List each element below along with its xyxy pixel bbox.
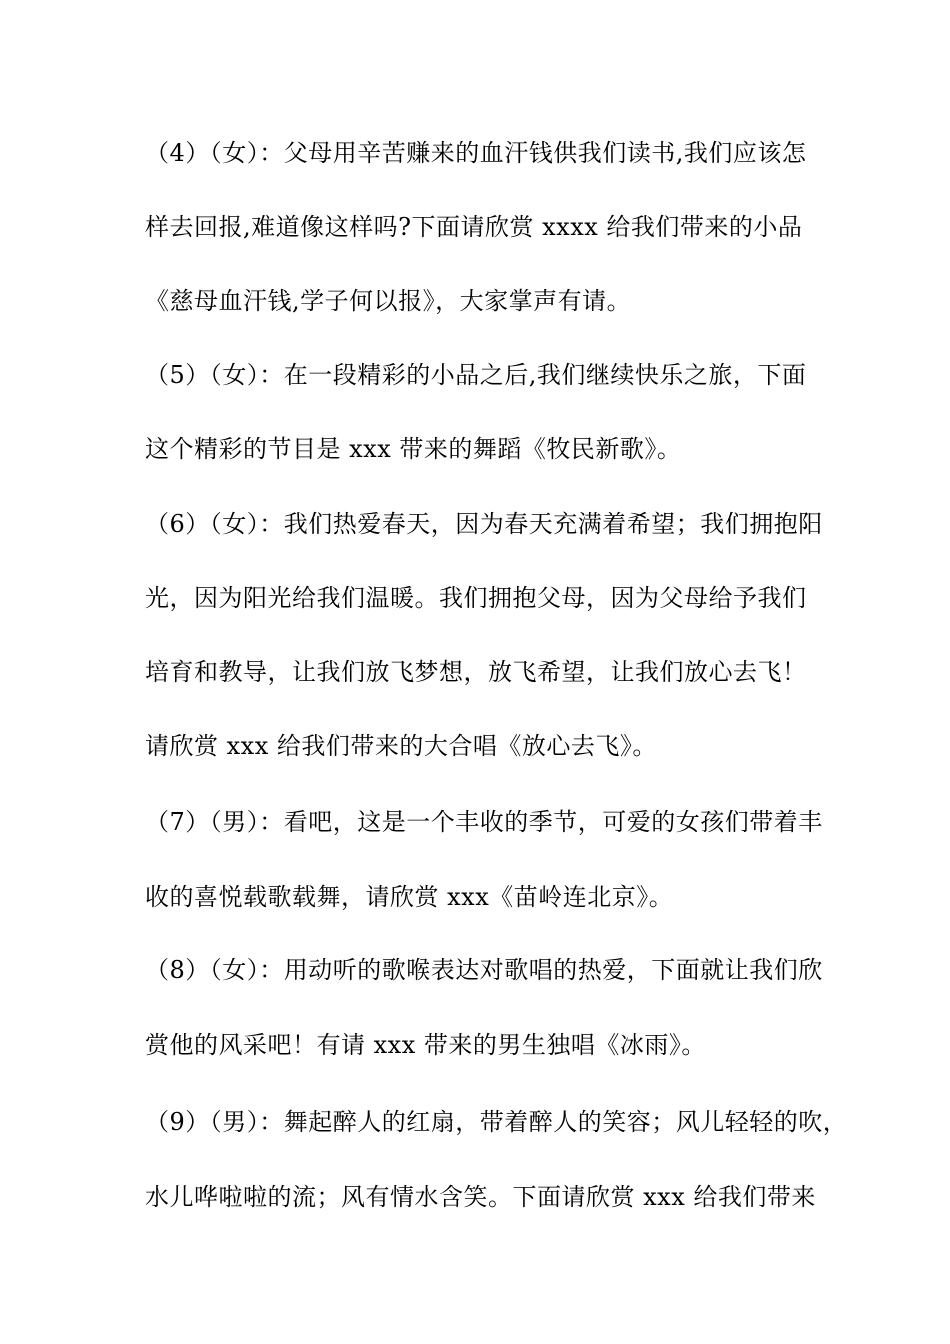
text-line-2: 样去回报,难道像这样吗?下面请欣赏 xxxx 给我们带来的小品	[145, 213, 803, 241]
text-line-14: （9）（男）：舞起醉人的红扇，带着醉人的笑容；风儿轻轻的吹，	[145, 1108, 848, 1136]
text-line-1: （4）（女）：父母用辛苦赚来的血汗钱供我们读书,我们应该怎	[145, 139, 807, 167]
text-line-11: 收的喜悦载歌载舞，请欣赏 xxx《苗岭连北京》。	[145, 883, 674, 911]
text-line-12: （8）（女）：用动听的歌喉表达对歌唱的热爱，下面就让我们欣	[145, 956, 823, 984]
text-line-10: （7）（男）：看吧，这是一个丰收的季节，可爱的女孩们带着丰	[145, 808, 823, 836]
text-line-6: （6）（女）：我们热爱春天，因为春天充满着希望；我们拥抱阳	[145, 510, 823, 538]
text-line-4: （5）（女）：在一段精彩的小品之后,我们继续快乐之旅，下面	[145, 361, 807, 389]
text-line-8: 培育和教导，让我们放飞梦想，放飞希望，让我们放心去飞！	[145, 658, 807, 686]
text-line-5: 这个精彩的节目是 xxx 带来的舞蹈《牧民新歌》。	[145, 435, 682, 463]
text-line-15: 水儿哗啦啦的流；风有情水含笑。下面请欣赏 xxx 给我们带来	[145, 1183, 816, 1211]
text-line-9: 请欣赏 xxx 给我们带来的大合唱《放心去飞》。	[145, 732, 657, 760]
text-line-7: 光，因为阳光给我们温暖。我们拥抱父母，因为父母给予我们	[145, 584, 807, 612]
text-line-3: 《慈母血汗钱,学子何以报》，大家掌声有请。	[145, 287, 632, 315]
text-line-13: 赏他的风采吧！有请 xxx 带来的男生独唱《冰雨》。	[145, 1031, 706, 1059]
